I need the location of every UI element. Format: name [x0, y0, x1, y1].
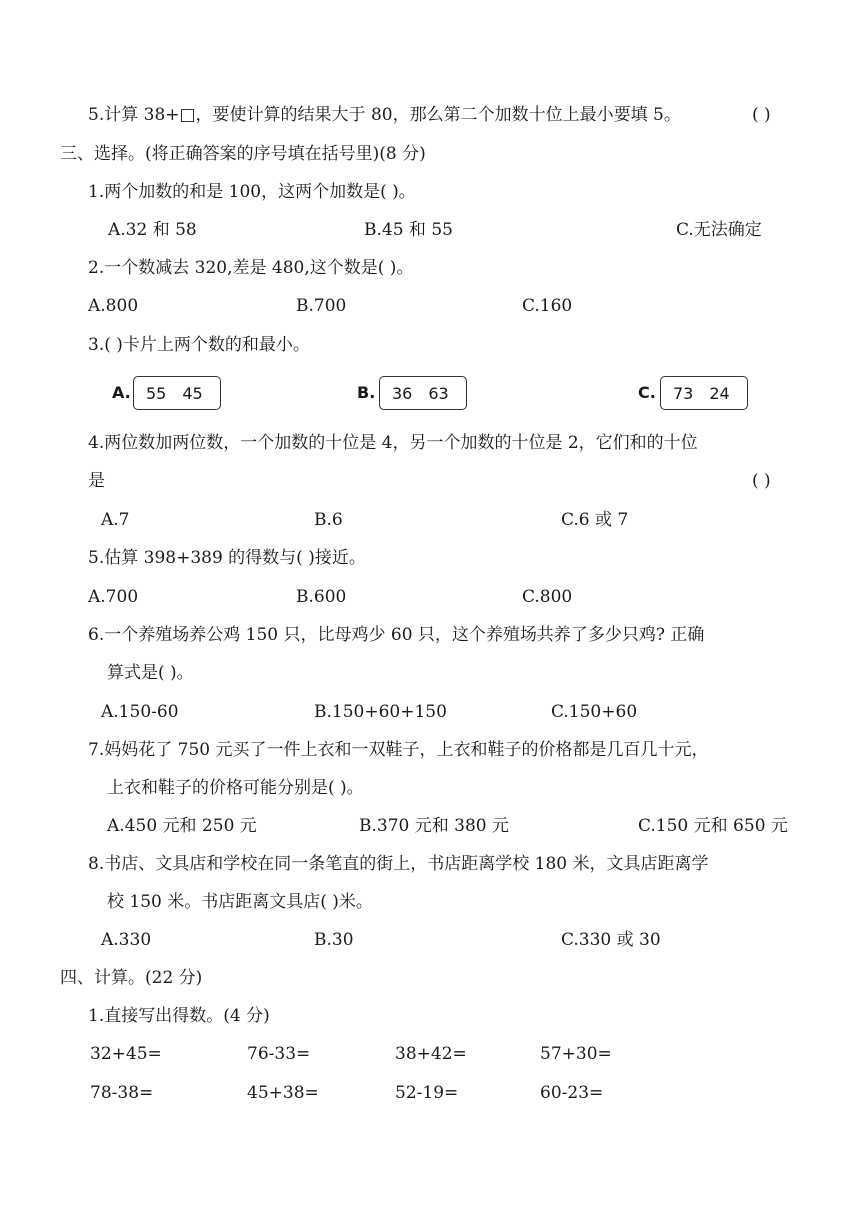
calc-item[interactable]: 32+45= — [90, 1044, 162, 1064]
card-c-number-2: 24 — [709, 383, 730, 403]
number-card-c[interactable] — [660, 376, 748, 410]
q6-stem: 6.一个养殖场养公鸡 150 只，比母鸡少 60 只，这个养殖场共养了多少只鸡? 正确 — [88, 625, 705, 645]
q2-option-c[interactable]: C.160 — [522, 296, 573, 316]
q1-option-a[interactable]: A.32 和 58 — [108, 220, 197, 240]
q4-stem: 4.两位数加两位数，一个加数的十位是 4，另一个加数的十位是 2，它们和的十位 — [88, 433, 698, 453]
q1-option-b[interactable]: B.45 和 55 — [364, 220, 453, 240]
q4-option-b[interactable]: B.6 — [314, 510, 343, 530]
q5-option-c[interactable]: C.800 — [522, 587, 573, 607]
q1-option-c[interactable]: C.无法确定 — [676, 220, 762, 240]
q6-option-a[interactable]: A.150-60 — [101, 702, 179, 722]
card-b-number-2: 63 — [428, 383, 449, 403]
q3-stem: 3.( )卡片上两个数的和最小。 — [88, 335, 310, 355]
calc-item[interactable]: 52-19= — [395, 1083, 459, 1103]
q8-option-a[interactable]: A.330 — [101, 930, 152, 950]
q4-answer-paren[interactable]: ( ) — [752, 471, 771, 491]
card-b-label: B. — [357, 383, 376, 402]
calc-item[interactable]: 57+30= — [540, 1044, 612, 1064]
q8-option-b[interactable]: B.30 — [314, 930, 354, 950]
card-c-label: C. — [638, 383, 656, 402]
q4-stem-cont: 是 — [88, 471, 105, 491]
calc-item[interactable]: 38+42= — [395, 1044, 467, 1064]
section-4-title: 四、计算。(22 分) — [60, 968, 203, 988]
q8-stem-cont: 校 150 米。书店距离文具店( )米。 — [107, 892, 373, 912]
q5-stem: 5.估算 398+389 的得数与( )接近。 — [88, 548, 366, 568]
calc-item[interactable]: 78-38= — [90, 1083, 154, 1103]
q5-option-b[interactable]: B.600 — [296, 587, 347, 607]
number-card-b[interactable] — [379, 376, 467, 410]
q2-option-b[interactable]: B.700 — [296, 296, 347, 316]
q5-option-a[interactable]: A.700 — [88, 587, 139, 607]
answer-paren[interactable]: ( ) — [752, 105, 771, 125]
q2-option-a[interactable]: A.800 — [88, 296, 139, 316]
q6-option-b[interactable]: B.150+60+150 — [314, 702, 447, 722]
q8-stem: 8.书店、文具店和学校在同一条笔直的街上，书店距离学校 180 米，文具店距离学 — [88, 854, 709, 874]
q8-option-c[interactable]: C.330 或 30 — [561, 930, 661, 950]
number-card-a[interactable] — [133, 376, 221, 410]
judge-question-5: 5.计算 38+□，要使计算的结果大于 80，那么第二个加数十位上最小要填 5。 — [88, 105, 681, 125]
calc-item[interactable]: 76-33= — [247, 1044, 311, 1064]
card-c-number-1: 73 — [673, 383, 694, 403]
q7-option-b[interactable]: B.370 元和 380 元 — [359, 816, 510, 836]
card-b-number-1: 36 — [392, 383, 413, 403]
calc-sub-1-title: 1.直接写出得数。(4 分) — [88, 1006, 270, 1026]
section-3-title: 三、选择。(将正确答案的序号填在括号里)(8 分) — [60, 144, 426, 164]
calc-item[interactable]: 45+38= — [247, 1083, 319, 1103]
q6-option-c[interactable]: C.150+60 — [551, 702, 638, 722]
q7-option-a[interactable]: A.450 元和 250 元 — [107, 816, 257, 836]
q2-stem: 2.一个数减去 320,差是 480,这个数是( )。 — [88, 258, 414, 278]
card-a-number-1: 55 — [146, 383, 167, 403]
q7-option-c[interactable]: C.150 元和 650 元 — [638, 816, 788, 836]
calc-item[interactable]: 60-23= — [540, 1083, 604, 1103]
card-a-number-2: 45 — [182, 383, 203, 403]
q7-stem-cont: 上衣和鞋子的价格可能分别是( )。 — [107, 778, 364, 798]
q7-stem: 7.妈妈花了 750 元买了一件上衣和一双鞋子，上衣和鞋子的价格都是几百几十元， — [88, 740, 709, 760]
q1-stem: 1.两个加数的和是 100，这两个加数是( )。 — [88, 182, 416, 202]
q6-stem-cont: 算式是( )。 — [107, 663, 194, 683]
card-a-label: A. — [112, 383, 131, 402]
q4-option-a[interactable]: A.7 — [101, 510, 130, 530]
q4-option-c[interactable]: C.6 或 7 — [561, 510, 629, 530]
